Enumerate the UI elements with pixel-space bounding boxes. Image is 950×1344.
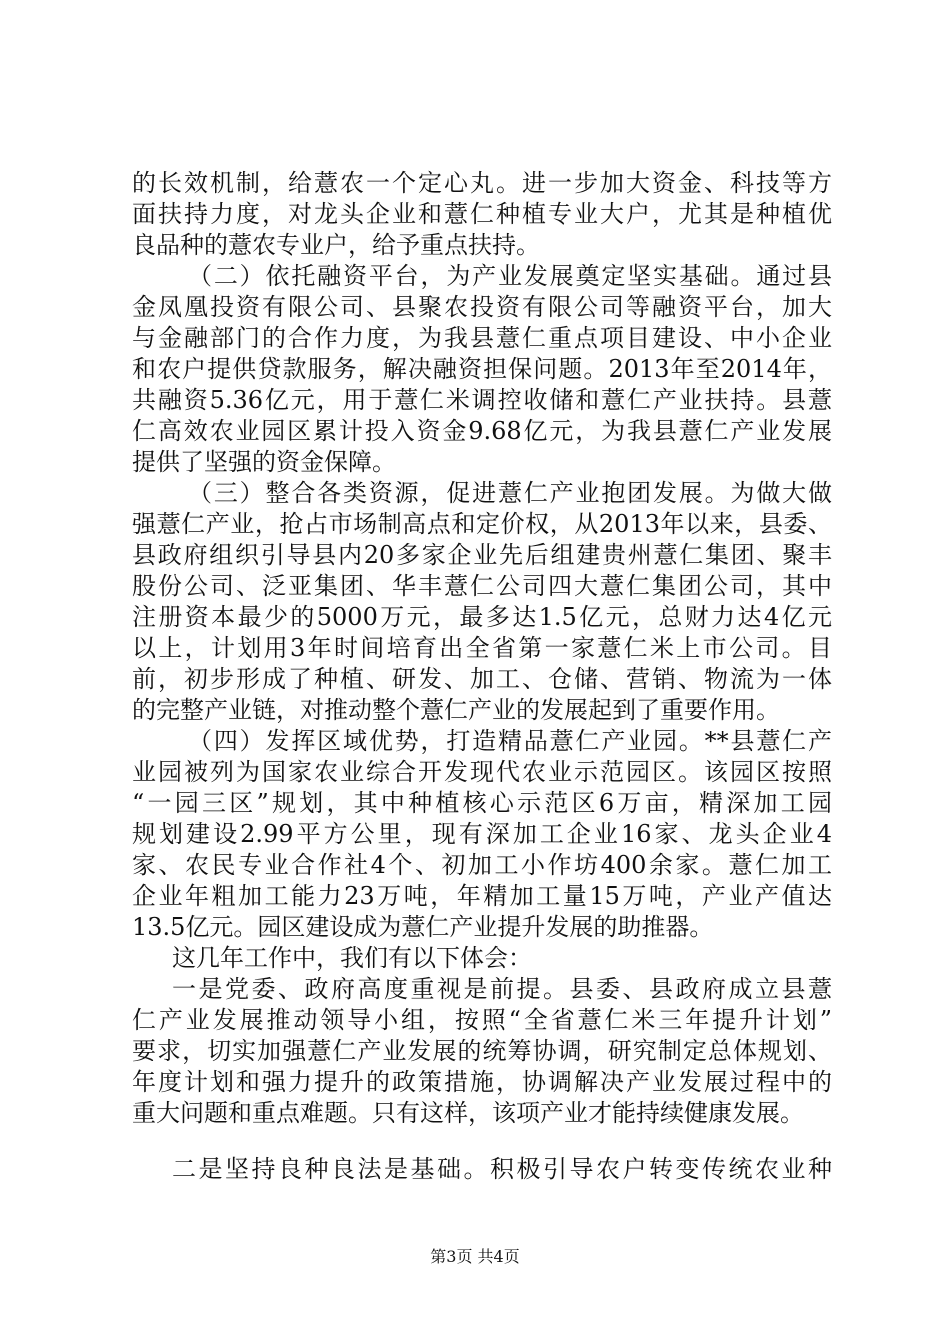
- text-line: 的长效机制，给薏农一个定心丸。进一步加大资金、科技等方: [132, 169, 832, 197]
- text-line: 以上，计划用3年时间培育出全省第一家薏仁米上市公司。目: [132, 634, 832, 662]
- text-line: 13.5亿元。园区建设成为薏仁产业提升发展的助推器。: [132, 913, 714, 941]
- text-line: 面扶持力度，对龙头企业和薏仁种植专业大户，尤其是种植优: [132, 200, 832, 228]
- text-line: 业园被列为国家农业综合开发现代农业示范园区。该园区按照: [132, 758, 832, 786]
- text-line: 重大问题和重点难题。只有这样，该项产业才能持续健康发展。: [132, 1099, 804, 1127]
- text-line: 金凤凰投资有限公司、县聚农投资有限公司等融资平台，加大: [132, 293, 832, 321]
- text-line: 县政府组织引导县内20多家企业先后组建贵州薏仁集团、聚丰: [132, 541, 832, 569]
- text-line: 要求，切实加强薏仁产业发展的统筹协调，研究制定总体规划、: [132, 1037, 832, 1065]
- document-body: [132, 168, 832, 1185]
- text-line: 与金融部门的合作力度，为我县薏仁重点项目建设、中小企业: [132, 324, 832, 352]
- text-line: 强薏仁产业，抢占市场制高点和定价权，从2013年以来，县委、: [132, 510, 832, 538]
- text-line: 家、农民专业合作社4个、初加工小作坊400余家。薏仁加工: [132, 851, 832, 879]
- text-line: 共融资5.36亿元，用于薏仁米调控收储和薏仁产业扶持。县薏: [132, 386, 832, 414]
- text-line: 仁产业发展推动领导小组，按照“全省薏仁米三年提升计划”: [132, 1006, 832, 1034]
- text-line: 股份公司、泛亚集团、华丰薏仁公司四大薏仁集团公司，其中: [132, 572, 832, 600]
- paragraph-start-line: 一是党委、政府高度重视是前提。县委、县政府成立县薏: [172, 975, 832, 1003]
- text-line: “一园三区”规划，其中种植核心示范区6万亩，精深加工园: [132, 789, 832, 817]
- text-line: 良品种的薏农专业户，给予重点扶持。: [132, 231, 540, 259]
- text-line: 和农户提供贷款服务，解决融资担保问题。2013年至2014年，: [132, 355, 832, 383]
- paragraph-start-line: （二）依托融资平台，为产业发展奠定坚实基础。通过县: [188, 262, 832, 290]
- paragraph-gap: [132, 1129, 832, 1154]
- paragraph-start-line: （四）发挥区域优势，打造精品薏仁产业园。**县薏仁产: [188, 727, 832, 755]
- text-line: 规划建设2.99平方公里，现有深加工企业16家、龙头企业4: [132, 820, 832, 848]
- text-line: 年度计划和强力提升的政策措施，协调解决产业发展过程中的: [132, 1068, 832, 1096]
- paragraph-start-line: 这几年工作中，我们有以下体会：: [172, 944, 532, 972]
- paragraph-start-line: （三）整合各类资源，促进薏仁产业抱团发展。为做大做: [188, 479, 832, 507]
- text-line: 企业年粗加工能力23万吨，年精加工量15万吨，产业产值达: [132, 882, 832, 910]
- text-line: 的完整产业链，对推动整个薏仁产业的发展起到了重要作用。: [132, 696, 780, 724]
- page-number-footer: 第3页 共4页: [430, 1247, 520, 1266]
- paragraph-start-line: 二是坚持良种良法是基础。积极引导农户转变传统农业种: [172, 1155, 832, 1183]
- text-line: 前，初步形成了种植、研发、加工、仓储、营销、物流为一体: [132, 665, 832, 693]
- text-line: 仁高效农业园区累计投入资金9.68亿元，为我县薏仁产业发展: [132, 417, 832, 445]
- text-line: 提供了坚强的资金保障。: [132, 448, 396, 476]
- text-line: 注册资本最少的5000万元，最多达1.5亿元，总财力达4亿元: [132, 603, 832, 631]
